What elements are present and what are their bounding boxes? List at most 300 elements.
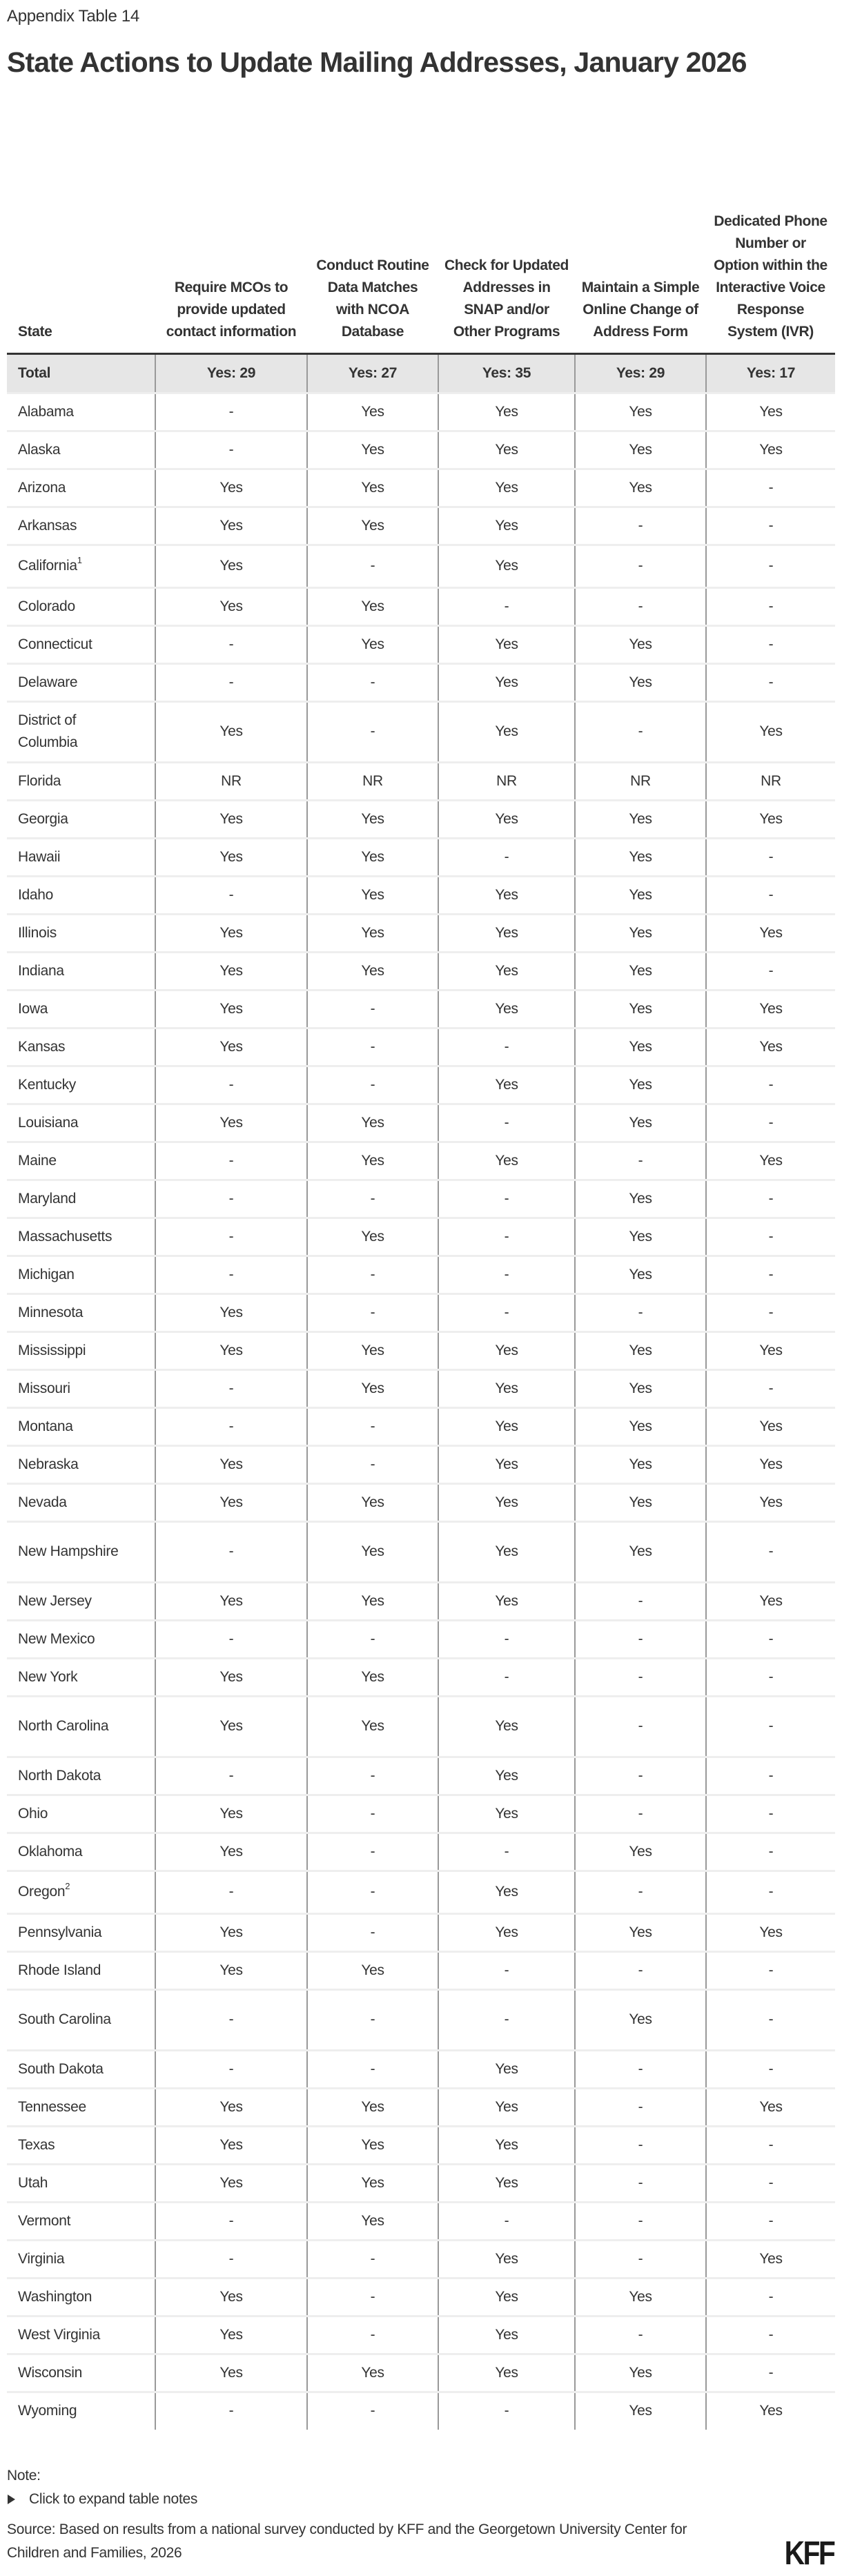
- value-cell: Yes: [307, 2354, 438, 2392]
- value-cell: Yes: [155, 2354, 307, 2392]
- state-name: Colorado: [18, 598, 75, 614]
- state-name-cell: [7, 2126, 155, 2164]
- state-name-cell: [7, 2316, 155, 2354]
- table-row: [7, 2392, 835, 2430]
- value-cell: Yes: [575, 2392, 706, 2430]
- column-header-ivr[interactable]: Dedicated Phone Number or Option within the Interactive Voice Response System (IVR): [706, 110, 835, 353]
- column-header-online-form[interactable]: Maintain a Simple Online Change of Address Form: [575, 110, 706, 353]
- table-row: [7, 2278, 835, 2316]
- value-cell: Yes: [575, 1913, 706, 1951]
- table-row: [7, 1521, 835, 1582]
- value-cell: Yes: [438, 952, 575, 990]
- value-cell: Yes: [307, 625, 438, 663]
- table-row: [7, 2050, 835, 2088]
- value-cell: Yes: [307, 469, 438, 507]
- value-cell: Yes: [307, 952, 438, 990]
- state-name: Wyoming: [18, 2403, 77, 2419]
- expand-notes-label[interactable]: Click to expand table notes: [29, 2491, 198, 2507]
- value-cell: Yes: [706, 393, 835, 431]
- value-cell: -: [155, 1871, 307, 1913]
- value-cell: Yes: [706, 2088, 835, 2126]
- value-cell: Yes: [155, 469, 307, 507]
- table-row: [7, 1294, 835, 1331]
- value-cell: Yes: [155, 1658, 307, 1696]
- table-label: Appendix Table 14: [7, 7, 139, 26]
- value-cell: -: [307, 1256, 438, 1294]
- state-name-cell: [7, 1658, 155, 1696]
- value-cell: Yes: [307, 1951, 438, 1989]
- value-cell: -: [706, 876, 835, 914]
- value-cell: -: [575, 1696, 706, 1757]
- source-text: Source: Based on results from a national survey conducted by KFF and the Georgetown University Center for Children and Families, 2026: [7, 2521, 687, 2561]
- value-cell: Yes: [307, 1218, 438, 1256]
- table-row: [7, 1028, 835, 1066]
- value-cell: -: [575, 507, 706, 545]
- value-cell: -: [307, 2316, 438, 2354]
- table-row: [7, 914, 835, 952]
- state-name: Hawaii: [18, 848, 61, 865]
- value-cell: Yes: [155, 1028, 307, 1066]
- total-value: Yes: 29: [575, 353, 706, 393]
- value-cell: Yes: [438, 507, 575, 545]
- state-name-cell: [7, 625, 155, 663]
- value-cell: Yes: [706, 2392, 835, 2430]
- value-cell: Yes: [307, 393, 438, 431]
- state-name: Idaho: [18, 886, 54, 903]
- value-cell: -: [706, 1369, 835, 1407]
- value-cell: -: [155, 1620, 307, 1658]
- state-name-cell: [7, 2240, 155, 2278]
- state-name-cell: [7, 1989, 155, 2050]
- state-name-cell: [7, 1951, 155, 1989]
- state-name-cell: [7, 876, 155, 914]
- value-cell: -: [706, 2050, 835, 2088]
- table-row: [7, 1696, 835, 1757]
- column-header-ncoa[interactable]: Conduct Routine Data Matches with NCOA Database: [307, 110, 438, 353]
- value-cell: -: [438, 1256, 575, 1294]
- value-cell: Yes: [438, 2164, 575, 2202]
- value-cell: -: [307, 990, 438, 1028]
- value-cell: Yes: [155, 1582, 307, 1620]
- value-cell: NR: [438, 762, 575, 800]
- state-name: Georgia: [18, 810, 68, 827]
- state-name: Iowa: [18, 1000, 48, 1017]
- state-name-cell: [7, 1066, 155, 1104]
- value-cell: -: [575, 701, 706, 762]
- value-cell: Yes: [575, 800, 706, 838]
- table-row: [7, 1833, 835, 1871]
- value-cell: Yes: [155, 587, 307, 625]
- value-cell: Yes: [438, 1142, 575, 1180]
- state-name-cell: [7, 1795, 155, 1833]
- value-cell: Yes: [438, 1795, 575, 1833]
- table-row: [7, 701, 835, 762]
- value-cell: Yes: [575, 2278, 706, 2316]
- table-row: [7, 1369, 835, 1407]
- value-cell: Yes: [438, 2278, 575, 2316]
- state-name: District of Columbia: [18, 712, 78, 750]
- column-header-snap[interactable]: Check for Updated Addresses in SNAP and/or Other Programs: [438, 110, 575, 353]
- footnote-marker[interactable]: 1: [77, 555, 82, 565]
- value-cell: Yes: [575, 1369, 706, 1407]
- state-name: Delaware: [18, 674, 78, 690]
- value-cell: -: [575, 2164, 706, 2202]
- table-row: [7, 1620, 835, 1658]
- value-cell: -: [706, 1104, 835, 1142]
- value-cell: -: [575, 1795, 706, 1833]
- value-cell: Yes: [155, 1104, 307, 1142]
- value-cell: Yes: [307, 1696, 438, 1757]
- state-name-cell: [7, 1620, 155, 1658]
- table-row: [7, 587, 835, 625]
- table-row: [7, 1951, 835, 1989]
- value-cell: Yes: [438, 1407, 575, 1445]
- state-name-cell: [7, 545, 155, 587]
- value-cell: Yes: [575, 1331, 706, 1369]
- state-name: California: [18, 558, 77, 574]
- value-cell: -: [706, 1658, 835, 1696]
- value-cell: Yes: [155, 1913, 307, 1951]
- value-cell: -: [706, 952, 835, 990]
- value-cell: Yes: [155, 507, 307, 545]
- value-cell: Yes: [155, 914, 307, 952]
- value-cell: -: [155, 1066, 307, 1104]
- state-name: Indiana: [18, 962, 64, 979]
- table-row: [7, 838, 835, 876]
- value-cell: -: [307, 1833, 438, 1871]
- state-name-cell: [7, 1331, 155, 1369]
- value-cell: -: [575, 1658, 706, 1696]
- table-row: [7, 1104, 835, 1142]
- value-cell: Yes: [307, 838, 438, 876]
- value-cell: Yes: [575, 431, 706, 469]
- value-cell: Yes: [438, 1445, 575, 1483]
- value-cell: Yes: [575, 1104, 706, 1142]
- value-cell: Yes: [307, 800, 438, 838]
- value-cell: NR: [155, 762, 307, 800]
- value-cell: -: [706, 2164, 835, 2202]
- state-name-cell: [7, 393, 155, 431]
- table-row: [7, 1142, 835, 1180]
- total-value: Yes: 29: [155, 353, 307, 393]
- state-name: Utah: [18, 2174, 48, 2191]
- state-name-cell: [7, 2392, 155, 2430]
- value-cell: -: [575, 1620, 706, 1658]
- value-cell: -: [307, 2278, 438, 2316]
- value-cell: Yes: [307, 876, 438, 914]
- state-name: Montana: [18, 1418, 73, 1434]
- value-cell: -: [307, 2050, 438, 2088]
- state-name-cell: [7, 1696, 155, 1757]
- table-row: [7, 1989, 835, 2050]
- state-name: Oklahoma: [18, 1843, 83, 1860]
- value-cell: Yes: [575, 625, 706, 663]
- total-row: [7, 353, 835, 393]
- value-cell: -: [155, 1407, 307, 1445]
- state-name-cell: [7, 1294, 155, 1331]
- value-cell: Yes: [575, 1521, 706, 1582]
- value-cell: -: [438, 1833, 575, 1871]
- value-cell: Yes: [575, 2354, 706, 2392]
- value-cell: -: [575, 1757, 706, 1795]
- value-cell: -: [307, 1180, 438, 1218]
- value-cell: Yes: [706, 1142, 835, 1180]
- state-name-cell: [7, 952, 155, 990]
- value-cell: Yes: [438, 545, 575, 587]
- value-cell: NR: [307, 762, 438, 800]
- value-cell: Yes: [575, 1256, 706, 1294]
- value-cell: Yes: [575, 1989, 706, 2050]
- table-row: [7, 2126, 835, 2164]
- state-name: Illinois: [18, 924, 57, 941]
- state-name: Oregon: [18, 1884, 66, 1900]
- value-cell: -: [706, 1218, 835, 1256]
- value-cell: Yes: [155, 838, 307, 876]
- value-cell: Yes: [575, 1445, 706, 1483]
- value-cell: Yes: [438, 1369, 575, 1407]
- value-cell: Yes: [438, 1913, 575, 1951]
- value-cell: -: [307, 663, 438, 701]
- table-row: [7, 625, 835, 663]
- value-cell: Yes: [307, 431, 438, 469]
- value-cell: -: [155, 1180, 307, 1218]
- value-cell: Yes: [155, 2164, 307, 2202]
- table-row: [7, 876, 835, 914]
- value-cell: Yes: [438, 2050, 575, 2088]
- state-name: Alaska: [18, 441, 61, 458]
- table-footer: [7, 2464, 835, 2565]
- state-name: Wisconsin: [18, 2364, 82, 2381]
- value-cell: Yes: [438, 1066, 575, 1104]
- table-row: [7, 1256, 835, 1294]
- value-cell: -: [307, 545, 438, 587]
- value-cell: Yes: [575, 914, 706, 952]
- state-name-cell: [7, 1483, 155, 1521]
- value-cell: Yes: [706, 800, 835, 838]
- state-name-cell: [7, 800, 155, 838]
- value-cell: Yes: [438, 431, 575, 469]
- value-cell: -: [575, 2202, 706, 2240]
- value-cell: NR: [706, 762, 835, 800]
- state-name-cell: [7, 838, 155, 876]
- table-row: [7, 952, 835, 990]
- table-row: [7, 2164, 835, 2202]
- value-cell: Yes: [438, 990, 575, 1028]
- value-cell: -: [307, 1407, 438, 1445]
- value-cell: Yes: [307, 1369, 438, 1407]
- kff-logo: KFF: [784, 2535, 834, 2572]
- value-cell: Yes: [438, 1331, 575, 1369]
- value-cell: Yes: [706, 1582, 835, 1620]
- state-name: Rhode Island: [18, 1962, 101, 1978]
- value-cell: -: [307, 1795, 438, 1833]
- state-name-cell: [7, 1218, 155, 1256]
- table-row: [7, 431, 835, 469]
- value-cell: -: [307, 2392, 438, 2430]
- value-cell: Yes: [706, 914, 835, 952]
- state-name: Florida: [18, 772, 61, 789]
- value-cell: -: [155, 1989, 307, 2050]
- value-cell: Yes: [307, 2088, 438, 2126]
- state-name: North Dakota: [18, 1767, 101, 1784]
- value-cell: Yes: [438, 625, 575, 663]
- value-cell: -: [706, 663, 835, 701]
- state-name: South Dakota: [18, 2060, 104, 2077]
- value-cell: Yes: [438, 2240, 575, 2278]
- header-row: [7, 110, 835, 353]
- state-name-cell: [7, 663, 155, 701]
- state-name-cell: [7, 2050, 155, 2088]
- value-cell: -: [155, 431, 307, 469]
- value-cell: Yes: [438, 876, 575, 914]
- state-name-cell: [7, 507, 155, 545]
- value-cell: -: [438, 1989, 575, 2050]
- value-cell: -: [438, 2202, 575, 2240]
- state-name-cell: [7, 1913, 155, 1951]
- value-cell: -: [706, 2126, 835, 2164]
- value-cell: -: [575, 1142, 706, 1180]
- value-cell: -: [438, 587, 575, 625]
- state-name-cell: [7, 587, 155, 625]
- value-cell: Yes: [155, 1294, 307, 1331]
- value-cell: Yes: [307, 2164, 438, 2202]
- value-cell: Yes: [438, 1696, 575, 1757]
- value-cell: Yes: [155, 2088, 307, 2126]
- table-row: [7, 663, 835, 701]
- value-cell: Yes: [307, 507, 438, 545]
- table-row: [7, 1483, 835, 1521]
- value-cell: -: [438, 1951, 575, 1989]
- state-name: Maine: [18, 1152, 57, 1169]
- state-name-cell: [7, 2202, 155, 2240]
- table-row: [7, 990, 835, 1028]
- value-cell: Yes: [575, 1180, 706, 1218]
- state-name-cell: [7, 1407, 155, 1445]
- value-cell: -: [706, 2202, 835, 2240]
- value-cell: -: [438, 1104, 575, 1142]
- state-name-cell: [7, 1445, 155, 1483]
- value-cell: -: [706, 1180, 835, 1218]
- value-cell: Yes: [307, 1331, 438, 1369]
- state-name-cell: [7, 431, 155, 469]
- page-title: State Actions to Update Mailing Addresses, January 2026: [7, 46, 747, 78]
- total-label: Total: [7, 353, 155, 393]
- total-value: Yes: 27: [307, 353, 438, 393]
- value-cell: Yes: [307, 1142, 438, 1180]
- total-value: Yes: 35: [438, 353, 575, 393]
- state-name: Connecticut: [18, 636, 92, 652]
- state-name-cell: [7, 914, 155, 952]
- value-cell: -: [155, 2240, 307, 2278]
- value-cell: -: [155, 2050, 307, 2088]
- value-cell: -: [307, 701, 438, 762]
- state-name: Nebraska: [18, 1456, 79, 1472]
- column-header-state[interactable]: State: [7, 110, 155, 353]
- state-name: Maryland: [18, 1190, 76, 1207]
- state-name: Tennessee: [18, 2098, 86, 2115]
- value-cell: Yes: [155, 1696, 307, 1757]
- state-name: Arkansas: [18, 517, 77, 534]
- state-name-cell: [7, 1256, 155, 1294]
- value-cell: -: [706, 1989, 835, 2050]
- value-cell: -: [706, 1066, 835, 1104]
- footnote-marker[interactable]: 2: [65, 1881, 70, 1891]
- value-cell: Yes: [307, 1521, 438, 1582]
- value-cell: Yes: [438, 2088, 575, 2126]
- state-name: Kentucky: [18, 1076, 76, 1093]
- state-name-cell: [7, 1871, 155, 1913]
- table-row: [7, 469, 835, 507]
- value-cell: Yes: [155, 2126, 307, 2164]
- state-name: Virginia: [18, 2250, 65, 2267]
- value-cell: Yes: [307, 2202, 438, 2240]
- value-cell: Yes: [438, 914, 575, 952]
- value-cell: Yes: [307, 587, 438, 625]
- table-row: [7, 762, 835, 800]
- table-row: [7, 2202, 835, 2240]
- value-cell: Yes: [438, 2354, 575, 2392]
- value-cell: Yes: [438, 1483, 575, 1521]
- value-cell: -: [438, 1218, 575, 1256]
- table-row: [7, 1445, 835, 1483]
- value-cell: -: [307, 1757, 438, 1795]
- state-name-cell: [7, 1369, 155, 1407]
- value-cell: -: [155, 663, 307, 701]
- value-cell: Yes: [575, 1066, 706, 1104]
- value-cell: Yes: [155, 990, 307, 1028]
- value-cell: -: [706, 1795, 835, 1833]
- value-cell: -: [575, 1582, 706, 1620]
- table-row: [7, 1180, 835, 1218]
- value-cell: Yes: [155, 2278, 307, 2316]
- value-cell: Yes: [438, 393, 575, 431]
- state-name: New Mexico: [18, 1630, 95, 1647]
- value-cell: Yes: [307, 1658, 438, 1696]
- value-cell: -: [575, 2240, 706, 2278]
- state-name-cell: [7, 762, 155, 800]
- value-cell: -: [438, 1028, 575, 1066]
- state-name-cell: [7, 2278, 155, 2316]
- state-name-cell: [7, 1833, 155, 1871]
- value-cell: Yes: [155, 545, 307, 587]
- value-cell: -: [307, 1028, 438, 1066]
- table-row: [7, 2088, 835, 2126]
- state-name-cell: [7, 1757, 155, 1795]
- value-cell: -: [706, 2354, 835, 2392]
- value-cell: Yes: [438, 800, 575, 838]
- state-name: South Carolina: [18, 2011, 111, 2027]
- value-cell: -: [575, 545, 706, 587]
- value-cell: -: [307, 1620, 438, 1658]
- value-cell: Yes: [307, 914, 438, 952]
- value-cell: -: [155, 393, 307, 431]
- state-name: Ohio: [18, 1805, 48, 1822]
- value-cell: Yes: [155, 1795, 307, 1833]
- table-row: [7, 1871, 835, 1913]
- value-cell: -: [706, 1757, 835, 1795]
- column-header-mco[interactable]: Require MCOs to provide updated contact information: [155, 110, 307, 353]
- state-name-cell: [7, 1521, 155, 1582]
- value-cell: -: [575, 2316, 706, 2354]
- value-cell: -: [307, 1294, 438, 1331]
- value-cell: -: [307, 1989, 438, 2050]
- expand-notes-toggle[interactable]: [7, 2488, 835, 2511]
- state-name: Alabama: [18, 403, 74, 420]
- value-cell: Yes: [155, 701, 307, 762]
- value-cell: Yes: [438, 2316, 575, 2354]
- state-name: West Virginia: [18, 2326, 101, 2343]
- value-cell: Yes: [575, 990, 706, 1028]
